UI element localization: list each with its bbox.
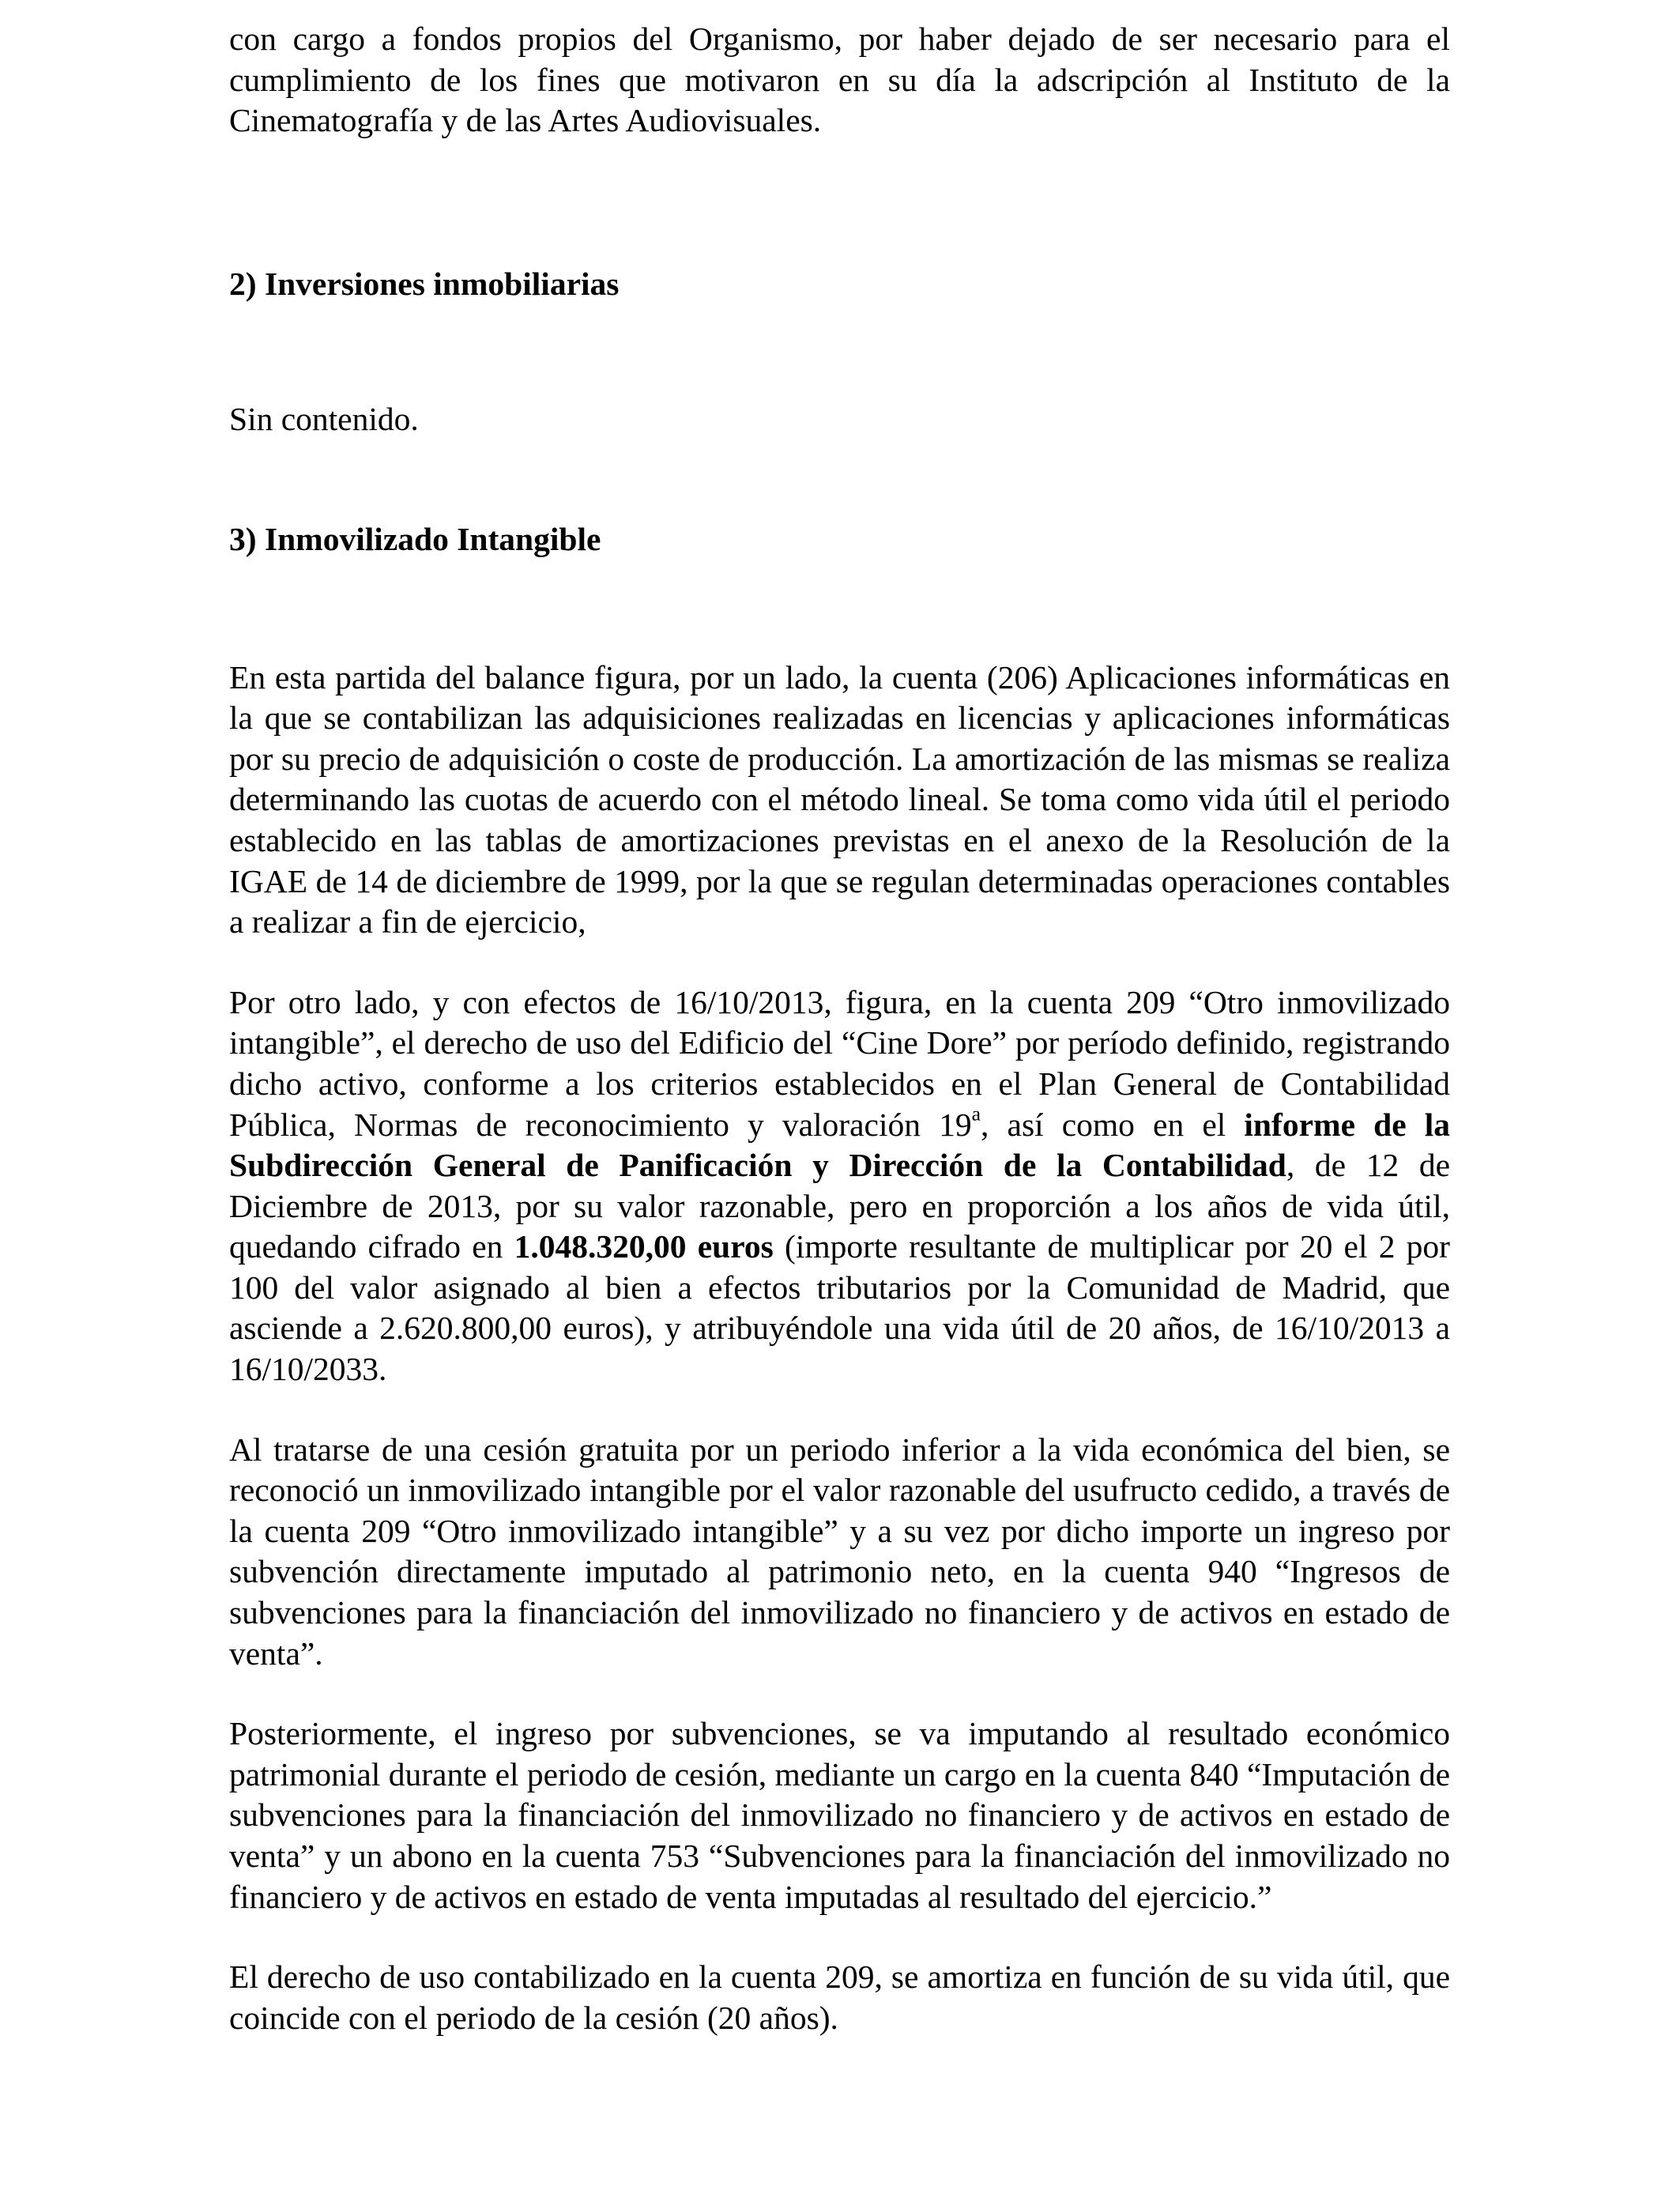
para2-text-1: Por otro lado, y con efectos de 16/10/2013, figura, en la cuenta 209 “Otro inmovilizado intangible”, el derecho de uso del Edificio del “Cine Dore” por período definido, registrando dicho activo, conforme a los criterios establecidos en el Plan General de Contabilidad Pública, Normas de reconocimiento y valoración 19 xyxy=(229,983,1450,1143)
para2-superscript: a xyxy=(971,1102,981,1125)
section-3-paragraph-2 xyxy=(229,982,1450,1390)
section-3-heading: 3) Inmovilizado Intangible xyxy=(229,520,601,557)
para2-text-3: , de 12 de Diciembre de 2013, por su valor razonable, pero en proporción a los años de vida útil, quedando cifrado en xyxy=(229,1147,1451,1265)
section-3-paragraph-4: Posteriormente, el ingreso por subvenciones, se va imputando al resultado económico patrimonial durante el periodo de cesión, mediante un cargo en la cuenta 840 “Imputación de subvenciones para la financiación del inmovilizado no financiero y de activos en estado de venta” y un abono en la cuenta 753 “Subvenciones para la financiación del inmovilizado no financiero y de activos en estado de venta imputadas al resultado del ejercicio.” xyxy=(229,1715,1450,1915)
document-page xyxy=(229,19,1450,2038)
section-3-paragraph-3: Al tratarse de una cesión gratuita por un periodo inferior a la vida económica del bien, se reconoció un inmovilizado intangible por el valor razonable del usufructo cedido, a través de la cuenta 209 “Otro inmovilizado intangible” y a su vez por dicho importe un ingreso por subvención directamente imputado al patrimonio neto, en la cuenta 940 “Ingresos de subvenciones para la financiación del inmovilizado no financiero y de activos en estado de venta”. xyxy=(229,1431,1450,1672)
para2-bold-report: informe de la Subdirección General de Panificación y Dirección de la Contabilidad xyxy=(229,1106,1451,1184)
section-2-heading: 2) Inversiones inmobiliarias xyxy=(229,265,620,302)
intro-paragraph: con cargo a fondos propios del Organismo, por haber dejado de ser necesario para el cumplimiento de los fines que motivaron en su día la adscripción al Instituto de la Cinematografía y de las Artes Audiovisuales. xyxy=(229,21,1450,139)
para2-text-2: , así como en el xyxy=(981,1106,1245,1143)
para2-text-4: (importe resultante de multiplicar por 20 el 2 por 100 del valor asignado al bien a efectos tributarios por la Comunidad de Madrid, que asciende a 2.620.800,00 euros), y atribuyéndole una vida útil de 20 años, de 16/10/2013 a 16/10/2033. xyxy=(229,1228,1450,1388)
section-2-body: Sin contenido. xyxy=(229,401,419,438)
section-3-paragraph-5: El derecho de uso contabilizado en la cuenta 209, se amortiza en función de su vida útil, que coincide con el periodo de la cesión (20 años). xyxy=(229,1958,1450,2036)
section-3-paragraph-1: En esta partida del balance figura, por un lado, la cuenta (206) Aplicaciones informáticas en la que se contabilizan las adquisiciones realizadas en licencias y aplicaciones informáticas por su precio de adquisición o coste de producción. La amortización de las mismas se realiza determinando las cuotas de acuerdo con el método lineal. Se toma como vida útil el periodo establecido en las tablas de amortizaciones previstas en el anexo de la Resolución de la IGAE de 14 de diciembre de 1999, por la que se regulan determinadas operaciones contables a realizar a fin de ejercicio, xyxy=(229,658,1450,941)
para2-bold-amount: 1.048.320,00 euros xyxy=(514,1228,774,1265)
